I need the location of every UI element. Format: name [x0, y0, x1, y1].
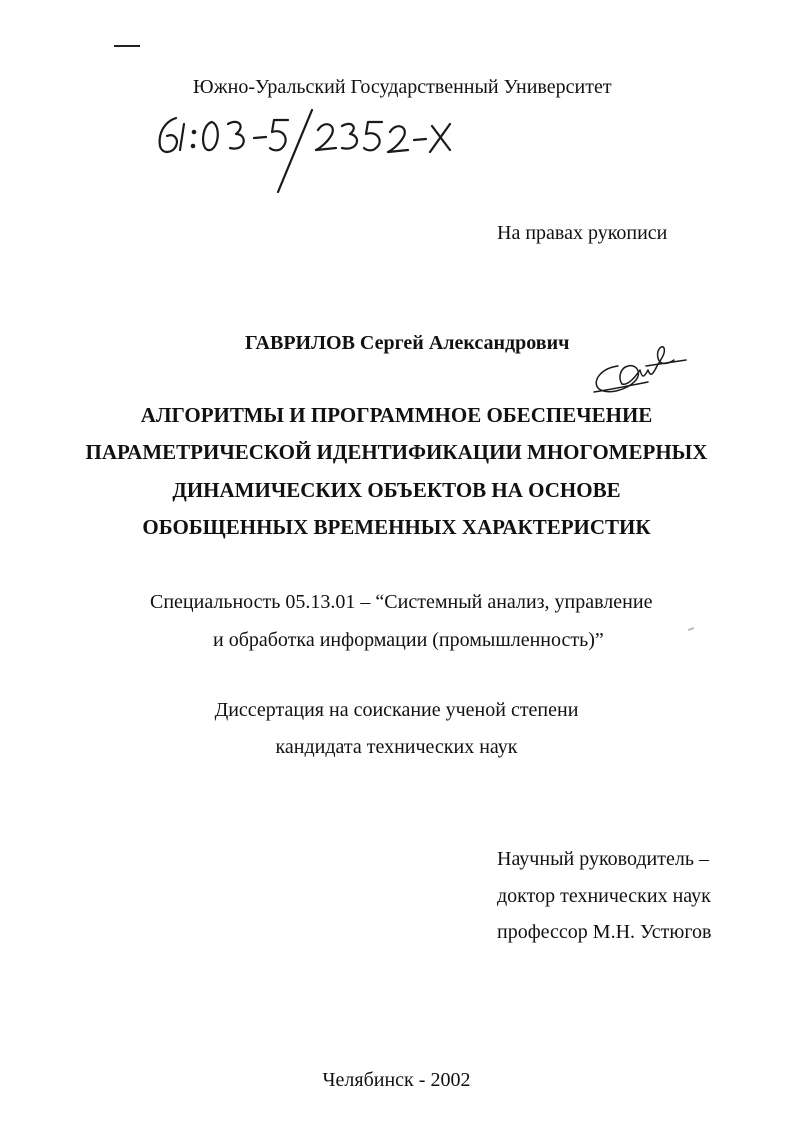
city-year: Челябинск - 2002: [322, 1069, 471, 1091]
manuscript-rights: На правах рукописи: [497, 222, 668, 244]
thesis-title-line-3: ДИНАМИЧЕСКИХ ОБЪЕКТОВ НА ОСНОВЕ: [172, 478, 621, 502]
thesis-title-line-2: ПАРАМЕТРИЧЕСКОЙ ИДЕНТИФИКАЦИИ МНОГОМЕРНЫХ: [85, 440, 708, 464]
specialty-line-1: Специальность 05.13.01 – “Системный анализ, управление: [150, 591, 653, 613]
author-surname: ГАВРИЛОВ: [245, 332, 355, 354]
degree-line-2: кандидата технических наук: [275, 736, 518, 758]
thesis-title-line-1: АЛГОРИТМЫ И ПРОГРАММНОЕ ОБЕСПЕЧЕНИЕ: [140, 403, 653, 427]
scan-mark: [114, 45, 140, 47]
author-name: [245, 331, 569, 355]
degree-line-1: Диссертация на соискание ученой степени: [214, 699, 579, 721]
specialty-line-2: и обработка информации (промышленность)”: [213, 629, 604, 651]
scan-speck: [688, 627, 694, 631]
supervisor-name: профессор М.Н. Устюгов: [497, 921, 712, 943]
handwritten-catalog-code: [150, 108, 460, 200]
supervisor-role: Научный руководитель –: [497, 848, 709, 870]
supervisor-degree: доктор технических наук: [497, 885, 711, 907]
university-name: Южно-Уральский Государственный Университет: [193, 76, 612, 98]
thesis-title-line-4: ОБОБЩЕННЫХ ВРЕМЕННЫХ ХАРАКТЕРИСТИК: [142, 515, 651, 539]
author-given-names: Сергей Александрович: [359, 332, 570, 354]
author-signature: [588, 340, 688, 402]
